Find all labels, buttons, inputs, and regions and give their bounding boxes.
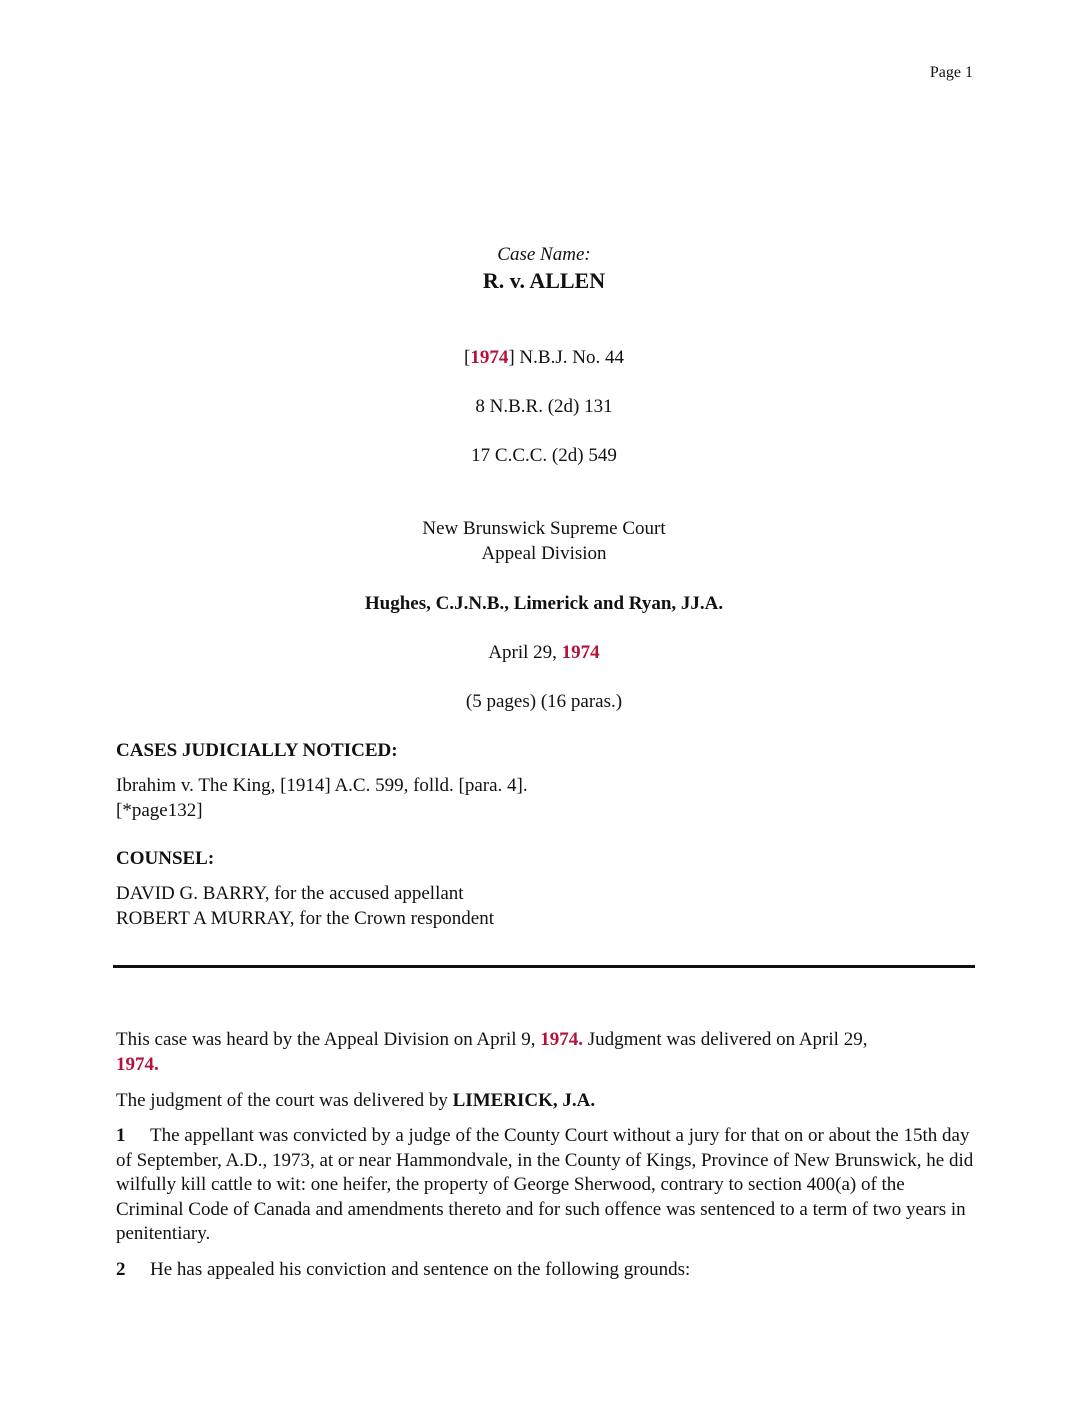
judgment-year-link[interactable]: 1974.	[116, 1053, 159, 1075]
decision-year-link[interactable]: 1974	[561, 642, 600, 663]
page-number: Page 1	[929, 64, 973, 81]
judgment-text: The judgment of the court was delivered by	[116, 1090, 453, 1111]
section-divider	[113, 965, 975, 968]
counsel-respondent: ROBERT A MURRAY, for the Crown respondent	[116, 908, 495, 929]
citation-bracket-open: [	[464, 347, 471, 368]
heard-text-a: This case was heard by the Appeal Division on April 9,	[116, 1029, 541, 1050]
hearing-paragraph	[116, 1028, 976, 1077]
judges-panel: Hughes, C.J.N.B., Limerick and Ryan, JJ.A.	[364, 593, 724, 614]
judgment-judge: LIMERICK, J.A.	[452, 1090, 596, 1111]
paragraph-text: The appellant was convicted by a judge of the County Court without a jury for that on or about the 15th day of September, A.D., 1973, at or near Hammondvale, in the County of Kings, Province of New Brunswick, he did wilfully kill cattle to wit: one heifer, the property of George Sherwood, contrary to section 400(a) of the Criminal Code of Canada and amendments thereto and for such offence was sentenced to a term of two years in penitentiary.	[116, 1125, 974, 1244]
case-name-label: Case Name:	[497, 244, 591, 265]
citation-rest: ] N.B.J. No. 44	[508, 347, 624, 368]
paragraph-number: 1	[116, 1125, 126, 1146]
citation-year-link[interactable]: 1974	[470, 347, 509, 368]
cases-noticed-heading: CASES JUDICIALLY NOTICED:	[116, 740, 398, 761]
citation-ccc: 17 C.C.C. (2d) 549	[471, 445, 617, 466]
court-division: Appeal Division	[481, 543, 607, 564]
decision-date	[0, 642, 1088, 664]
paragraph-number: 2	[116, 1259, 126, 1280]
paragraph-1	[116, 1124, 976, 1247]
counsel-appellant: DAVID G. BARRY, for the accused appellant	[116, 883, 464, 904]
heard-year-link[interactable]: 1974.	[540, 1029, 584, 1050]
judgment-delivery-line	[116, 1089, 976, 1114]
paragraph-text: He has appealed his conviction and sentence on the following grounds:	[150, 1259, 691, 1280]
counsel-heading: COUNSEL:	[116, 848, 215, 869]
heard-text-b: Judgment was delivered on April 29,	[583, 1029, 868, 1050]
case-title: R. v. ALLEN	[482, 268, 606, 293]
pages-info: (5 pages) (16 paras.)	[465, 691, 623, 712]
decision-date-prefix: April 29,	[488, 642, 562, 663]
citation-nbj	[0, 347, 1088, 369]
cases-noticed-item: Ibrahim v. The King, [1914] A.C. 599, folld. [para. 4].	[116, 775, 528, 796]
court-name: New Brunswick Supreme Court	[422, 518, 666, 539]
paragraph-2	[116, 1258, 976, 1283]
citation-nbr: 8 N.B.R. (2d) 131	[475, 396, 613, 417]
page-marker: [*page132]	[116, 800, 203, 821]
